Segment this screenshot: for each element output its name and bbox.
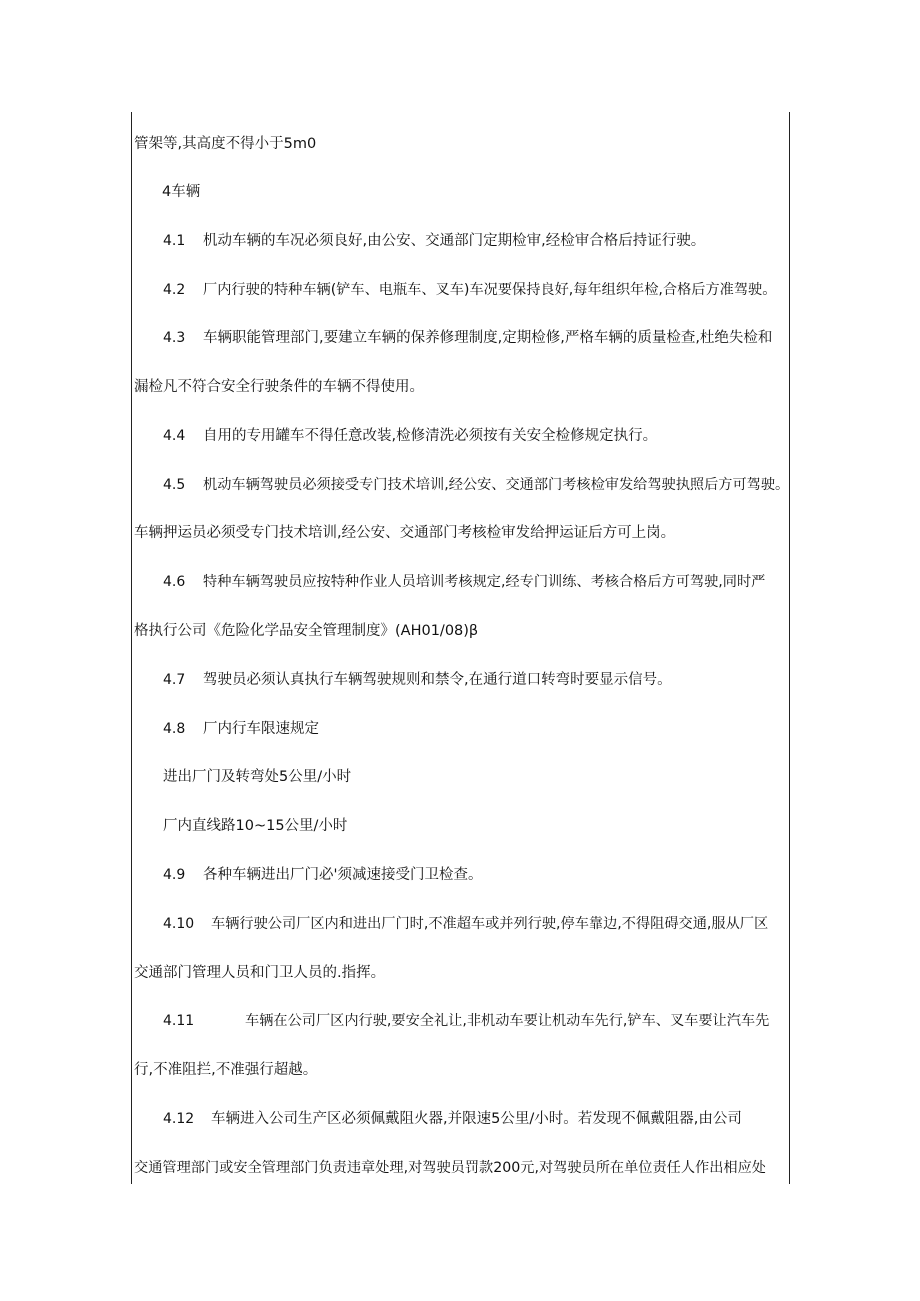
line-text: 厂内直线路10~15公里/小时 [163, 818, 348, 834]
text-line-continuation [134, 134, 316, 154]
clause-number: 4.9 [163, 867, 186, 883]
clause-4-9 [163, 865, 482, 885]
clause-text: 自用的专用罐车不得任意改装,检修清洗必须按有关安全检修规定执行。 [203, 428, 658, 444]
text-line-continuation [134, 621, 478, 641]
text-line-continuation [134, 963, 385, 983]
section-heading-text: 4车辆 [162, 184, 201, 200]
clause-4-1 [163, 231, 705, 251]
right-border-line [789, 112, 790, 1184]
clause-text: 驾驶员必须认真执行车辆驾驶规则和禁令,在通行道口转弯时要显示信号。 [203, 672, 672, 688]
clause-number: 4.7 [163, 672, 186, 688]
line-text: 漏检凡不符合安全行驶条件的车辆不得使用。 [134, 379, 424, 395]
text-line-continuation [134, 523, 675, 543]
line-text: 车辆押运员必须受专门技术培训,经公安、交通部门考核检审发给押运证后方可上岗。 [134, 525, 676, 541]
clause-number: 4.2 [163, 282, 186, 298]
clause-text: 各种车辆进出厂门必'须减速接受门卫检查。 [203, 867, 483, 883]
line-text: 格执行公司《危险化学品安全管理制度》(AH01∕08)β [134, 623, 479, 639]
clause-4-7 [163, 670, 672, 690]
line-text: 管架等,其高度不得小于5m0 [134, 136, 317, 152]
clause-text: 车辆职能管理部门,要建立车辆的保养修理制度,定期检修,严格车辆的质量检查,杜绝失检和 [203, 330, 773, 346]
line-text: 进出厂门及转弯处5公里/小时 [163, 769, 352, 785]
clause-number: 4.1 [163, 233, 186, 249]
clause-4-4 [163, 426, 657, 446]
clause-4-3 [163, 328, 772, 348]
clause-text: 车辆在公司厂区内行驶,要安全礼让,非机动车要让机动车先行,铲车、叉车要让汽车先 [245, 1013, 770, 1029]
clause-number: 4.4 [163, 428, 186, 444]
clause-4-10 [163, 914, 768, 934]
clause-number: 4.11 [163, 1013, 195, 1029]
clause-4-5 [163, 475, 789, 495]
clause-4-11 [163, 1011, 769, 1031]
clause-4-8 [163, 719, 319, 739]
left-border-line [131, 112, 132, 1184]
text-line-continuation [134, 377, 424, 397]
clause-number: 4.3 [163, 330, 186, 346]
clause-number: 4.5 [163, 477, 186, 493]
text-line-continuation [134, 1060, 317, 1080]
clause-text: 机动车辆驾驶员必须接受专门技术培训,经公安、交通部门考核检审发给驾驶执照后方可驾驶。 [203, 477, 790, 493]
clause-text: 特种车辆驾驶员应按特种作业人员培训考核规定,经专门训练、考核合格后方可驾驶,同时严 [203, 574, 766, 590]
clause-4-12 [163, 1109, 742, 1129]
line-text: 交通管理部门或安全管理部门负责违章处理,对驾驶员罚款200元,对驾驶员所在单位责任人作出相应处 [134, 1160, 766, 1176]
speed-limit-gate [163, 767, 351, 787]
clause-number: 4.12 [163, 1111, 195, 1127]
clause-4-2 [163, 280, 776, 300]
clause-4-6 [163, 572, 765, 592]
clause-text: 机动车辆的车况必须良好,由公安、交通部门定期检审,经检审合格后持证行驶。 [203, 233, 706, 249]
section-heading-vehicles [162, 182, 200, 202]
line-text: 行,不准阻拦,不准强行超越。 [134, 1062, 318, 1078]
speed-limit-straight [163, 816, 347, 836]
clause-number: 4.10 [163, 916, 195, 932]
clause-text: 厂内行驶的特种车辆(铲车、电瓶车、叉车)车况要保持良好,每年组织年检,合格后方准驾驶。 [203, 282, 777, 298]
clause-text: 车辆行驶公司厂区内和进出厂门时,不准超车或并列行驶,停车靠边,不得阻碍交通,服从厂区 [211, 916, 769, 932]
text-line-continuation [134, 1158, 766, 1178]
clause-text: 厂内行车限速规定 [203, 721, 319, 737]
clause-number: 4.8 [163, 721, 186, 737]
line-text: 交通部门管理人员和门卫人员的.指挥。 [134, 965, 386, 981]
clause-number: 4.6 [163, 574, 186, 590]
clause-text: 车辆进入公司生产区必须佩戴阻火器,并限速5公里/小时。若发现不佩戴阻器,由公司 [211, 1111, 742, 1127]
